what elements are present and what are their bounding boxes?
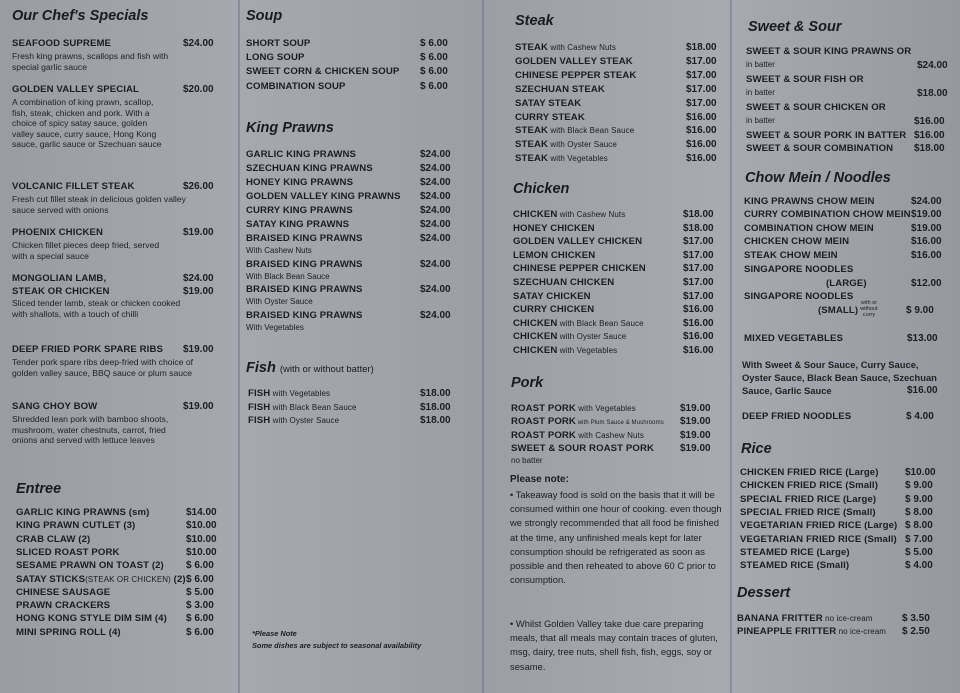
menu-item-name — [16, 534, 90, 545]
menu-item-title: SATAY KING PRAWNS — [246, 219, 350, 230]
menu-item-price: $24.00 — [420, 284, 451, 295]
menu-item-title: SATAY STEAK — [515, 97, 582, 109]
menu-item-price: $ 4.00 — [905, 560, 933, 572]
menu-item-name — [513, 345, 617, 356]
menu-item-price: $19.00 — [911, 209, 942, 220]
menu-item-name — [737, 626, 886, 637]
menu-item-title: GARLIC KING PRAWNS — [246, 149, 356, 160]
menu-item-title: SATAY CHICKEN — [513, 290, 591, 302]
menu-item-price: $19.00 — [183, 227, 214, 238]
menu-item-price: $18.00 — [683, 222, 714, 234]
menu-item-price: $14.00 — [186, 507, 217, 518]
menu-item-name — [513, 263, 646, 274]
menu-item-title: BRAISED KING PRAWNS — [246, 284, 363, 295]
menu-item-name: SWEET & SOUR COMBINATION — [746, 143, 894, 154]
menu-item-title: SPECIAL FRIED RICE (Small) — [740, 506, 876, 518]
menu-item-variant: with Black Bean Sauce — [548, 126, 635, 136]
menu-item-variant: with Vegetables — [575, 404, 636, 413]
menu-item-title: BRAISED KING PRAWNS — [246, 233, 363, 244]
menu-item-title: SPECIAL FRIED RICE (Large) — [740, 493, 877, 505]
menu-item-name — [246, 310, 363, 321]
menu-item-name — [248, 388, 330, 399]
menu-item-title: GOLDEN VALLEY KING PRAWNS — [246, 191, 401, 202]
please-note-text-1: • Takeaway food is sold on the basis that it will be consumed within one hour of cooking. even though we strongly recommended that all food be finished at the time, any unfinished meals kept for later consumption should be refrigerated as soon as possible and then reheated to above 60 C prior to consumption. — [510, 489, 722, 586]
menu-item-sub: in batter — [746, 116, 775, 125]
menu-item-title: ROAST PORK — [511, 416, 576, 428]
menu-item-sub: With Cashew Nuts — [246, 246, 312, 255]
menu-item-price: $16.00 — [911, 236, 942, 247]
section-title-text: Fish — [246, 360, 276, 376]
menu-item-price: $17.00 — [686, 97, 717, 109]
menu-item-title: CHICKEN FRIED RICE (Small) — [740, 480, 878, 492]
menu-item-name: GOLDEN VALLEY SPECIAL — [12, 84, 140, 95]
menu-item-name: SINGAPORE NOODLES — [744, 264, 854, 275]
menu-item-price: $ 5.00 — [186, 586, 214, 598]
menu-item-title: KING PRAWN CUTLET (3) — [16, 520, 136, 532]
menu-item-name: VOLCANIC FILLET STEAK — [12, 181, 135, 192]
menu-item-name — [515, 125, 634, 136]
menu-item-name: CHICKEN CHOW MEIN — [744, 236, 850, 247]
menu-item-title: CURRY KING PRAWNS — [246, 205, 353, 216]
menu-item-name — [740, 507, 876, 518]
menu-item-price: $18.00 — [686, 42, 717, 53]
menu-item-title: SLICED ROAST PORK — [16, 546, 120, 558]
menu-item-name — [515, 153, 608, 164]
menu-item-name — [16, 613, 167, 624]
menu-item-title: PRAWN CRACKERS — [16, 600, 111, 612]
menu-item-variant: with Cashew Nuts — [557, 210, 626, 219]
menu-item-title: STEAK — [515, 153, 549, 165]
menu-item-name: MONGOLIAN LAMB, — [12, 273, 107, 284]
menu-item-name — [16, 600, 110, 611]
menu-item-price: $ 3.50 — [902, 613, 930, 624]
menu-item-title: STEAK — [515, 42, 549, 53]
menu-item-title: STEAMED RICE (Large) — [740, 546, 850, 558]
menu-item-variant: with Cashew Nuts — [575, 430, 644, 440]
menu-item-desc: Tender pork spare ribs deep-fried with choice of golden valley sauce, BBQ sauce or plum sauce — [12, 357, 194, 378]
menu-item-price: $ 6.00 — [420, 38, 448, 49]
seasonal-note-text: Some dishes are subject to seasonal availability — [252, 641, 422, 650]
menu-item-name — [511, 430, 644, 441]
menu-item-price: $19.00 — [680, 443, 711, 455]
menu-item-price: $18.00 — [914, 143, 945, 154]
menu-item-title: FISH — [248, 401, 271, 413]
please-note-title: Please note: — [510, 474, 569, 485]
menu-item-name — [246, 191, 401, 202]
menu-item-price: $24.00 — [911, 196, 942, 207]
menu-item-title: CHICKEN FRIED RICE (Large) — [740, 467, 879, 478]
section-title-chow-mein: Chow Mein / Noodles — [745, 170, 891, 186]
menu-item-price: $24.00 — [420, 149, 451, 160]
menu-item-price: $16.00 — [683, 304, 714, 316]
menu-item-name — [246, 284, 363, 295]
section-title-specials: Our Chef's Specials — [12, 8, 149, 24]
menu-item-price: $16.00 — [683, 345, 714, 356]
menu-item-name — [16, 507, 149, 518]
menu-item-name: SWEET & SOUR KING PRAWNS OR — [746, 46, 912, 57]
menu-item-name — [16, 587, 110, 598]
menu-item-variant: with Black Bean Sauce — [270, 402, 357, 412]
menu-item-name — [740, 467, 879, 478]
menu-item-title: STEAK — [515, 125, 549, 137]
menu-item-name — [513, 291, 591, 302]
menu-item-name — [515, 112, 585, 123]
menu-item-price: $ 6.00 — [186, 613, 214, 625]
menu-item-title: CHINESE SAUSAGE — [16, 586, 111, 598]
menu-item-title: HONEY CHICKEN — [513, 222, 595, 234]
menu-item-price: $24.00 — [420, 219, 451, 230]
menu-item-price: $ 8.00 — [905, 506, 933, 518]
menu-item-price: $ 6.00 — [420, 80, 448, 92]
menu-item-name — [246, 177, 353, 188]
menu-item-qty: (2) — [170, 573, 186, 585]
menu-item-title: GARLIC KING PRAWNS (sm) — [16, 507, 150, 518]
section-title-king-prawns: King Prawns — [246, 120, 334, 136]
menu-item-name: PHOENIX CHICKEN — [12, 227, 104, 238]
menu-item-name — [513, 331, 626, 342]
menu-item-desc: Fresh cut fillet steak in delicious golden valley sauce served with onions — [12, 194, 186, 215]
menu-item-name — [246, 219, 349, 230]
menu-item-price: $10.00 — [186, 533, 217, 545]
seasonal-note-title: *Please Note — [252, 629, 297, 638]
menu-item-price: $24.00 — [183, 273, 214, 284]
menu-item-name — [513, 318, 644, 329]
menu-item-name — [246, 149, 356, 160]
menu-item-price: $ 6.00 — [186, 560, 214, 572]
menu-item-name — [513, 277, 614, 288]
menu-item-title: STEAMED RICE (Small) — [740, 560, 850, 572]
menu-item-desc: A combination of king prawn, scallop, fish, steak, chicken and pork. With a choice of spicy satay sauce, golden valley sauce, curry sauce, Hong Kong sauce, garlic sauce or Szechuan sauce — [12, 97, 162, 150]
menu-item-title: ROAST PORK — [511, 403, 576, 414]
menu-item-name: STEAK OR CHICKEN — [12, 286, 110, 297]
menu-item-title: GOLDEN VALLEY CHICKEN — [513, 236, 643, 248]
menu-item-title: BRAISED KING PRAWNS — [246, 258, 363, 270]
menu-item-name: COMBINATION CHOW MEIN — [744, 223, 874, 234]
menu-item-price: $ 3.00 — [186, 600, 214, 612]
menu-item-price: $18.00 — [420, 415, 451, 426]
menu-item-name — [248, 402, 357, 413]
menu-item-price: $16.00 — [907, 385, 938, 396]
menu-item-variant: with Plum Sauce & Mushrooms — [575, 420, 664, 427]
menu-item-price: $19.00 — [680, 403, 711, 414]
menu-item-title: CHINESE PEPPER CHICKEN — [513, 263, 646, 275]
menu-item-title: FISH — [248, 415, 271, 426]
menu-item-price: $ 2.50 — [902, 626, 930, 637]
menu-item-name: SWEET & SOUR PORK IN BATTER — [746, 130, 907, 141]
fold-line — [730, 0, 732, 693]
menu-item-size: (SMALL) — [818, 305, 859, 316]
menu-item-name — [740, 547, 850, 558]
menu-item-variant: with Vegetables — [270, 389, 331, 398]
menu-item-title: BANANA FRITTER — [737, 613, 823, 624]
menu-item-title: VEGETARIAN FRIED RICE (Large) — [740, 520, 898, 532]
menu-item-name: KING PRAWNS CHOW MEIN — [744, 196, 875, 207]
menu-item-name — [515, 70, 636, 81]
menu-item-desc: Fresh king prawns, scallops and fish with special garlic sauce — [12, 51, 169, 72]
menu-item-title: ROAST PORK — [511, 429, 576, 441]
menu-item-name — [246, 259, 363, 270]
menu-item-sub: With Vegetables — [246, 322, 304, 332]
menu-item-name — [515, 56, 633, 67]
menu-item-price: $24.00 — [420, 191, 451, 202]
menu-item-price: $19.00 — [183, 286, 214, 297]
menu-item-name — [740, 534, 897, 545]
menu-item-price: $16.00 — [686, 153, 717, 165]
menu-item-title: CURRY CHICKEN — [513, 304, 595, 316]
menu-item-price: $16.00 — [914, 130, 945, 141]
menu-item-name: CURRY COMBINATION CHOW MEIN — [744, 209, 911, 220]
menu-item-title: CRAB CLAW (2) — [16, 533, 91, 545]
menu-item-price: $17.00 — [686, 69, 717, 81]
menu-item-price: $ 6.00 — [186, 626, 214, 638]
menu-item-variant: with Black Bean Sauce — [557, 318, 644, 328]
menu-item-name — [513, 236, 642, 247]
menu-item-variant: with Cashew Nuts — [548, 43, 616, 52]
menu-item-price: $ 7.00 — [905, 533, 933, 545]
fold-line — [238, 0, 240, 693]
menu-item-name — [511, 443, 654, 454]
section-title-chicken: Chicken — [513, 181, 570, 197]
menu-item-name — [515, 98, 581, 109]
menu-item-variant: with Oyster Sauce — [557, 332, 627, 342]
menu-item-price: $ 4.00 — [906, 411, 934, 422]
menu-item-name — [515, 139, 617, 150]
menu-item-title: CURRY STEAK — [515, 111, 585, 123]
menu-item-price: $24.00 — [420, 163, 451, 174]
menu-item-price: $19.00 — [680, 429, 711, 441]
menu-item-price: $19.00 — [911, 223, 942, 234]
section-title-pork: Pork — [511, 375, 544, 391]
section-title-steak: Steak — [515, 13, 554, 29]
menu-item-name — [246, 205, 353, 216]
menu-item-title: CHICKEN — [513, 209, 558, 220]
menu-item-price: $12.00 — [911, 278, 942, 289]
menu-item-name — [740, 494, 876, 505]
menu-item-price: $17.00 — [683, 249, 714, 261]
menu-item-price: $16.00 — [683, 317, 714, 329]
menu-item-variant: no ice-cream — [822, 614, 873, 623]
menu-item-price: $ 5.00 — [905, 546, 933, 558]
menu-item-name — [513, 250, 595, 261]
menu-item-name — [740, 520, 897, 531]
menu-item-price: $18.00 — [917, 88, 948, 99]
menu-item-sub: in batter — [746, 60, 775, 69]
menu-item-title: SZECHUAN CHICKEN — [513, 277, 615, 288]
menu-item-name — [513, 209, 625, 220]
menu-item-price: $10.00 — [905, 467, 936, 478]
menu-item-name: MIXED VEGETABLES — [744, 333, 843, 344]
menu-item-name — [16, 627, 121, 638]
menu-item-name: SEAFOOD SUPREME — [12, 38, 112, 49]
menu-item-price: $24.00 — [183, 38, 214, 49]
menu-item-name: SWEET & SOUR FISH OR — [746, 74, 864, 85]
menu-item-name — [246, 233, 363, 244]
menu-item-variant: (STEAK OR CHICKEN) — [85, 574, 171, 584]
menu-item-name: STEAK CHOW MEIN — [744, 250, 838, 261]
menu-item-title: CHICKEN — [513, 317, 558, 329]
menu-item-price: $ 9.00 — [905, 493, 933, 505]
section-title-soup: Soup — [246, 8, 283, 24]
menu-item-title: SWEET & SOUR ROAST PORK — [511, 443, 655, 455]
menu-item-desc: Chicken fillet pieces deep fried, served with a special sauce — [12, 240, 160, 261]
section-title-rice: Rice — [741, 441, 772, 457]
menu-item-title: SATAY STICKS — [16, 573, 86, 585]
menu-item-price: $19.00 — [183, 401, 214, 412]
menu-item-title: PINEAPPLE FRITTER — [737, 626, 837, 637]
menu-item-price: $ 6.00 — [420, 66, 448, 78]
menu-item-title: CHICKEN — [513, 331, 558, 343]
menu-item-name — [246, 66, 399, 77]
menu-item-price: $17.00 — [683, 236, 714, 248]
menu-item-title: SZECHUAN STEAK — [515, 83, 605, 95]
menu-item-name — [511, 416, 664, 427]
menu-item-price: $17.00 — [686, 55, 717, 67]
section-title-sweet-sour: Sweet & Sour — [748, 19, 842, 35]
menu-item-name — [511, 403, 636, 414]
menu-item-title: SHORT SOUP — [246, 38, 311, 49]
menu-item-price: $24.00 — [420, 233, 451, 244]
menu-item-price: $16.00 — [686, 125, 717, 137]
menu-item-name — [737, 613, 873, 624]
section-title-dessert: Dessert — [737, 585, 791, 601]
menu-item-price: $16.00 — [683, 331, 714, 343]
menu-item-price: $24.00 — [420, 205, 451, 216]
menu-item-price: $19.00 — [183, 344, 214, 355]
menu-item-price: $19.00 — [680, 416, 711, 428]
menu-item-title: SESAME PRAWN ON TOAST (2) — [16, 560, 164, 572]
menu-item-variant: with Vegetables — [548, 154, 608, 164]
menu-item-price: $24.00 — [420, 177, 451, 188]
menu-item-title: VEGETARIAN FRIED RICE (Small) — [740, 533, 897, 545]
menu-item-name: DEEP FRIED NOODLES — [742, 411, 852, 422]
menu-item-price: $ 6.00 — [420, 52, 448, 64]
menu-item-name — [515, 84, 605, 95]
menu-item-title: COMBINATION SOUP — [246, 80, 346, 92]
fold-line — [482, 0, 484, 693]
menu-item-title: GOLDEN VALLEY STEAK — [515, 55, 633, 67]
menu-item-title: HONEY KING PRAWNS — [246, 177, 354, 188]
menu-item-price: $24.00 — [917, 60, 948, 71]
menu-item-price: $24.00 — [420, 309, 451, 321]
menu-item-price: $18.00 — [420, 388, 451, 399]
menu-item-name — [515, 42, 616, 53]
please-note-text-2: • Whilst Golden Valley take due care preparing meals, that all meals may contain traces of gluten, msg, dairy, tree nuts, shell fish, fish, eggs, soy or sesame. — [510, 618, 718, 672]
menu-item-title: FISH — [248, 388, 271, 399]
menu-item-name: SANG CHOY BOW — [12, 401, 98, 412]
menu-item-title: LEMON CHICKEN — [513, 249, 596, 261]
section-title-entree: Entree — [16, 481, 62, 497]
menu-item-price: $ 8.00 — [905, 520, 933, 532]
menu-item-sub: With Black Bean Sauce — [246, 271, 330, 281]
menu-item-name — [246, 163, 373, 174]
menu-item-price: $10.00 — [186, 520, 217, 532]
menu-item-price: $16.00 — [686, 139, 717, 151]
menu-item-sub: in batter — [746, 88, 775, 97]
menu-item-price: $17.00 — [683, 290, 714, 302]
menu-item-variant: with Vegetables — [557, 346, 618, 355]
menu-item-name — [248, 415, 339, 426]
menu-item-name — [246, 38, 310, 49]
menu-item-name — [16, 520, 135, 531]
menu-item-price: $16.00 — [914, 116, 945, 127]
menu-item-title: MINI SPRING ROLL (4) — [16, 626, 121, 638]
menu-item-price: $13.00 — [907, 333, 938, 344]
menu-item-name — [16, 560, 164, 571]
menu-item-name: DEEP FRIED PORK SPARE RIBS — [12, 344, 163, 355]
menu-item-price: $ 9.00 — [905, 480, 933, 492]
menu-item-price: $17.00 — [683, 277, 714, 288]
menu-item-name — [513, 223, 595, 234]
menu-item-name — [16, 574, 186, 585]
menu-item-variant: with Oyster Sauce — [270, 416, 340, 425]
menu-item-price: $16.00 — [911, 250, 942, 261]
section-title-note: (with or without batter) — [279, 364, 374, 375]
menu-item-title: HONG KONG STYLE DIM SIM (4) — [16, 613, 167, 625]
menu-item-title: SZECHUAN KING PRAWNS — [246, 163, 373, 174]
sauce-choices: With Sweet & Sour Sauce, Curry Sauce, Oyster Sauce, Black Bean Sauce, Szechuan Sauce, Garlic Sauce — [742, 359, 937, 396]
menu-item-title: LONG SOUP — [246, 52, 305, 64]
menu-item-price: $ 9.00 — [906, 305, 934, 316]
menu-item-price: $24.00 — [420, 258, 451, 270]
menu-item-variant: no ice-cream — [836, 627, 887, 636]
menu-item-name — [740, 480, 878, 491]
menu-item-name — [246, 81, 346, 92]
menu-item-price: $17.00 — [686, 83, 717, 95]
menu-item-sub: With Oyster Sauce — [246, 297, 313, 306]
no-batter-note: no batter — [511, 456, 543, 465]
menu-item-price: $20.00 — [183, 84, 214, 95]
menu-item-price: $16.00 — [686, 111, 717, 123]
menu-item-name: SINGAPORE NOODLES — [744, 291, 854, 302]
menu-item-title: STEAK — [515, 139, 549, 151]
menu-item-title: BRAISED KING PRAWNS — [246, 309, 363, 321]
menu-item-price: $26.00 — [183, 181, 214, 192]
menu-item-title: CHINESE PEPPER STEAK — [515, 69, 637, 81]
menu-item-price: $18.00 — [683, 209, 714, 220]
menu-item-desc: Sliced tender lamb, steak or chicken cooked with shallots, with a touch of chilli — [12, 298, 181, 319]
menu-item-name — [740, 560, 849, 571]
menu-item-variant: with Oyster Sauce — [548, 140, 617, 150]
menu-item-price: $17.00 — [683, 263, 714, 275]
section-title-fish — [246, 360, 374, 376]
menu-item-name — [16, 547, 120, 558]
menu-item-price: $ 6.00 — [186, 573, 214, 585]
menu-item-price: $10.00 — [186, 546, 217, 558]
menu-item-name — [513, 304, 594, 315]
menu-item-desc: Shredded lean pork with bamboo shoots, mushroom, water chestnuts, carrot, fried onions and served with lettuce leaves — [12, 414, 169, 446]
menu-item-name: SWEET & SOUR CHICKEN OR — [746, 102, 886, 113]
menu-item-title: SWEET CORN & CHICKEN SOUP — [246, 66, 400, 78]
menu-item-price: $18.00 — [420, 401, 451, 413]
menu-item-size: (LARGE) — [826, 278, 867, 289]
menu-item-name — [246, 52, 304, 63]
menu-item-note: with or without curry — [860, 300, 878, 318]
menu-item-title: CHICKEN — [513, 345, 558, 356]
